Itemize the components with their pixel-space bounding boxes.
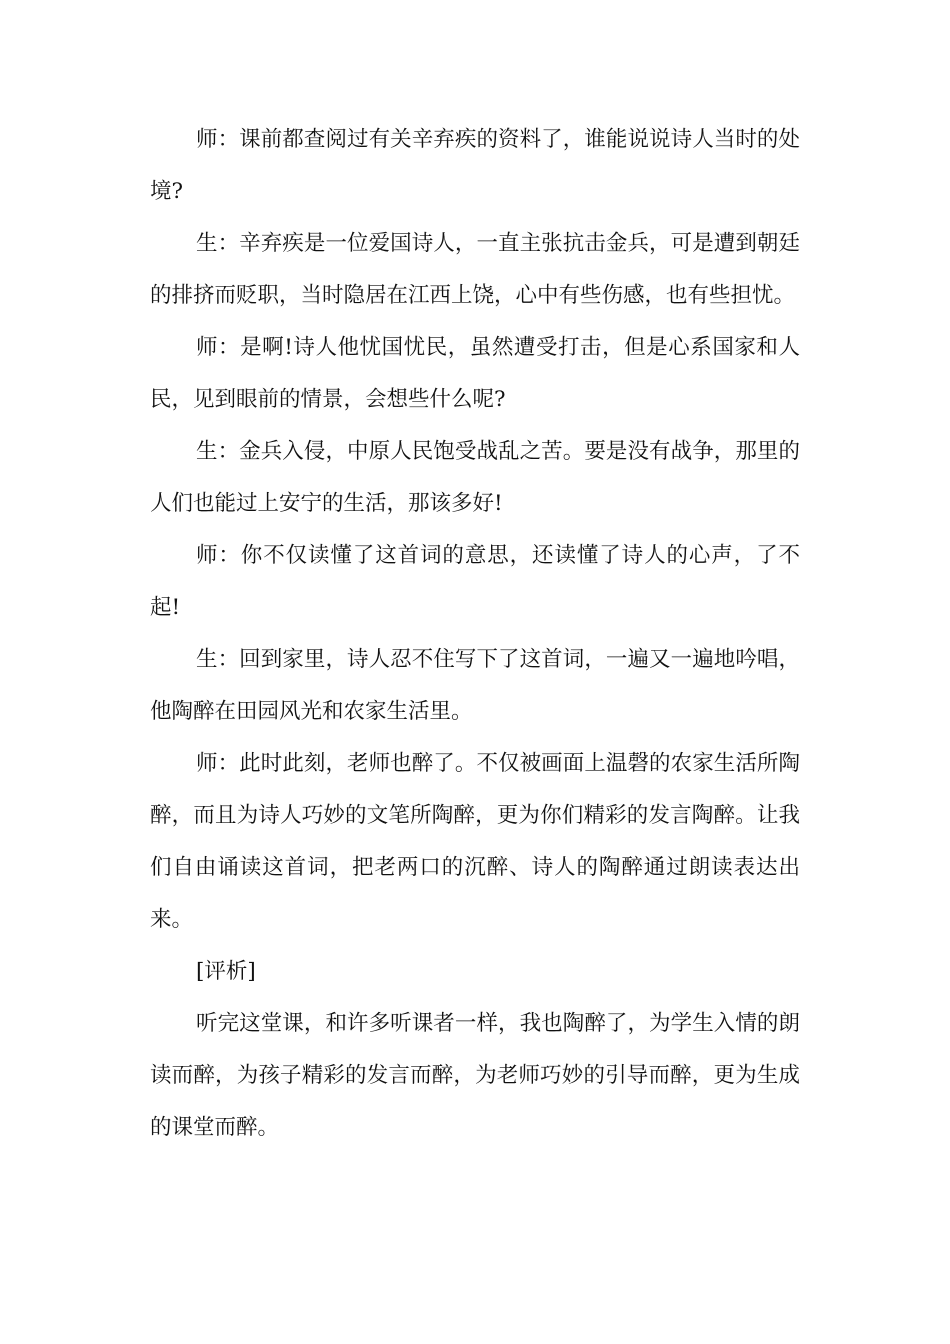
paragraph-teacher-conclusion: 师：此时此刻，老师也醉了。不仅被画面上温磬的农家生活所陶醉，而且为诗人巧妙的文笔所陶醉，更为你们精彩的发言陶醉。让我们自由诵读这首词，把老两口的沉醉、诗人的陶醉通过朗读表达出来。	[150, 751, 800, 932]
section-heading-commentary: [评析]	[196, 959, 256, 984]
paragraph-teacher-praise: 师：你不仅读懂了这首词的意思，还读懂了诗人的心声，了不起!	[150, 543, 800, 620]
paragraph-commentary: 听完这堂课，和许多听课者一样，我也陶醉了，为学生入情的朗读而醉，为孩子精彩的发言而醉，为老师巧妙的引导而醉，更为生成的课堂而醉。	[150, 1011, 800, 1140]
document-body	[150, 114, 800, 1154]
paragraph-teacher-followup: 师：是啊!诗人他忧国忧民，虽然遭受打击，但是心系国家和人民，见到眼前的情景，会想些什么呢?	[150, 335, 800, 412]
paragraph-student-answer-background: 生：辛弃疾是一位爱国诗人，一直主张抗击金兵，可是遭到朝廷的排挤而贬职，当时隐居在江西上饶，心中有些伤感，也有些担忧。	[150, 231, 800, 308]
paragraph-student-answer-home: 生：回到家里，诗人忍不住写下了这首词，一遍又一遍地吟唱，他陶醉在田园风光和农家生活里。	[150, 647, 800, 724]
paragraph-student-answer-war: 生：金兵入侵，中原人民饱受战乱之苦。要是没有战争，那里的人们也能过上安宁的生活，那该多好!	[150, 439, 800, 516]
paragraph-teacher-question-background: 师：课前都查阅过有关辛弃疾的资料了，谁能说说诗人当时的处境?	[150, 127, 800, 204]
